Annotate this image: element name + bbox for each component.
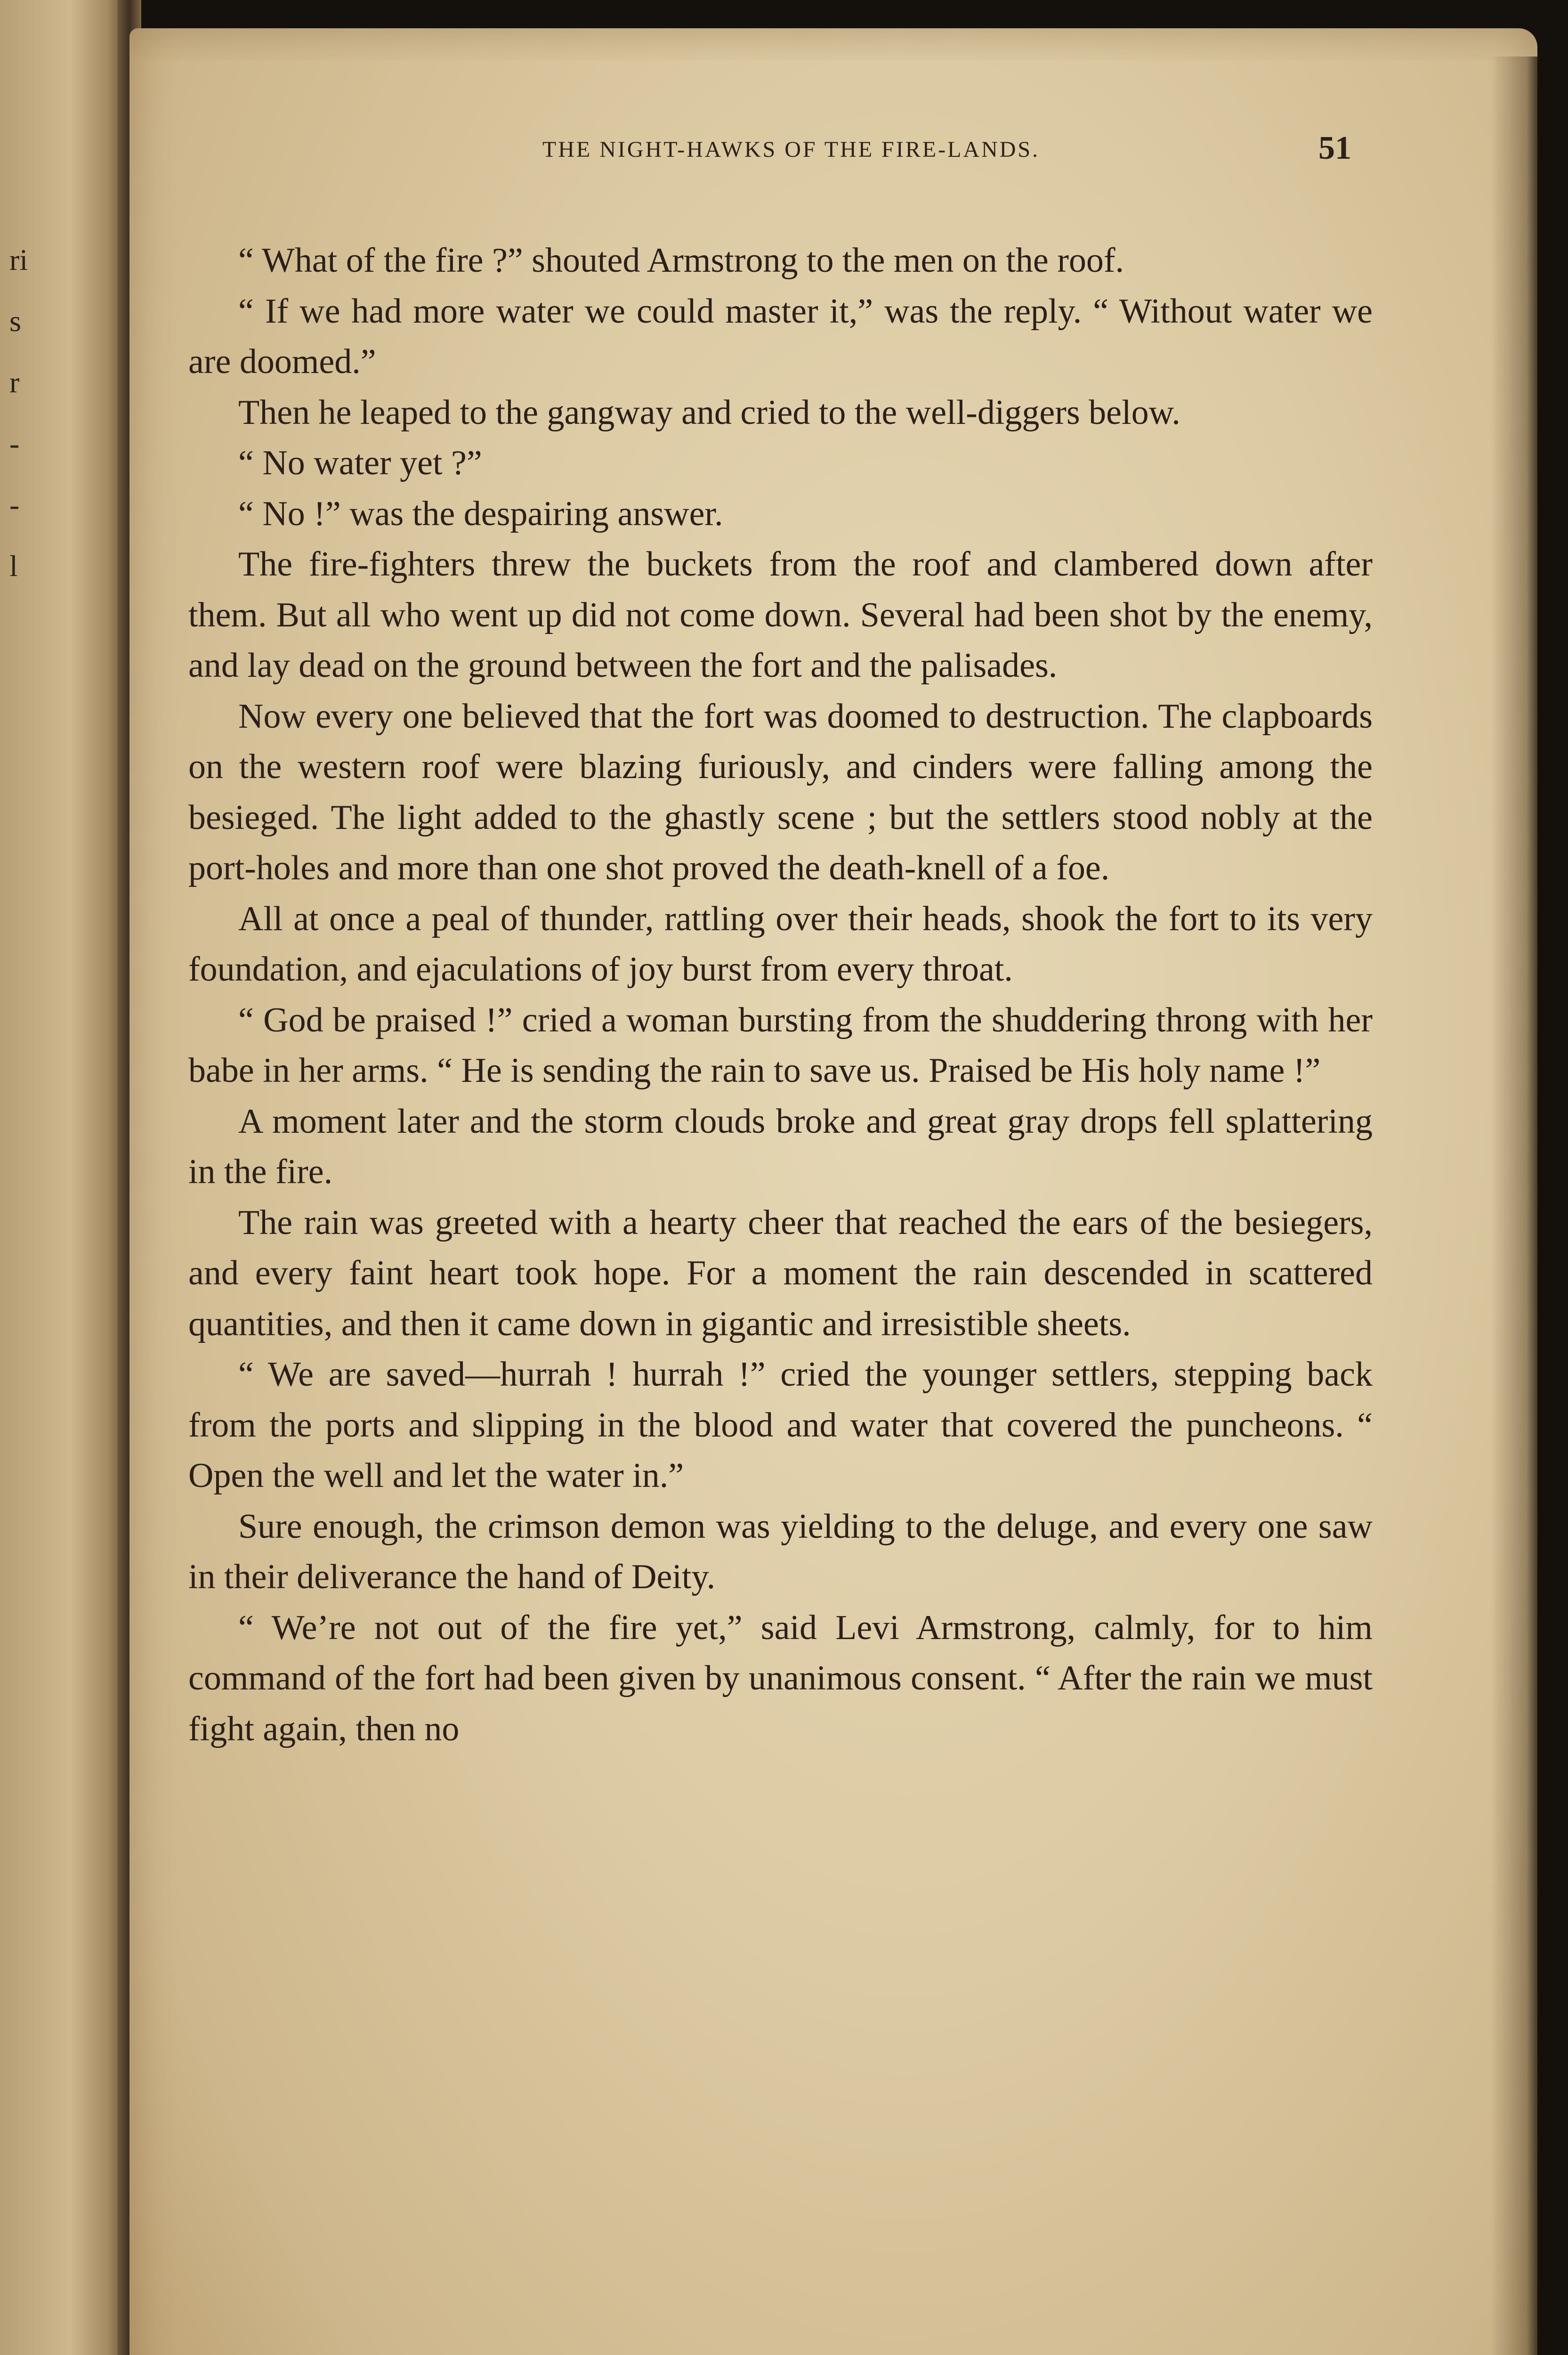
left-page-edge	[0, 0, 127, 2355]
paragraph: Then he leaped to the gangway and cried to the well-diggers below.	[238, 393, 1180, 432]
paragraph: All at once a peal of thunder, rattling over their heads, shook the fort to its very foundation, and ejaculations of joy burst from every throat.	[188, 899, 1373, 989]
paragraph: A moment later and the storm clouds broke and great gray drops fell splattering in the fire.	[188, 1102, 1373, 1191]
paragraph: Sure enough, the crimson demon was yielding to the deluge, and every one saw in their deliverance the hand of Deity.	[188, 1507, 1373, 1596]
left-fragment: ri	[9, 243, 28, 276]
page-number: 51	[1318, 130, 1351, 166]
left-fragment: -	[9, 427, 20, 460]
left-page-fragments	[9, 245, 28, 612]
paragraph: “ We are saved—hurrah ! hurrah !” cried the younger settlers, stepping back from the ports and slipping in the blood and water that covered the puncheons. “ Open the well and let the water in.”	[188, 1355, 1373, 1495]
left-fragment: r	[9, 365, 20, 399]
left-fragment: -	[9, 488, 20, 521]
page-edge-shadow	[1490, 57, 1542, 2355]
paragraph: “ God be praised !” cried a woman bursting from the shuddering throng with her babe in her arms. “ He is sending the rain to save us. Praised be His holy name !”	[188, 1000, 1373, 1090]
paragraph: “ If we had more water we could master it,” was the reply. “ Without water we are doomed.”	[188, 292, 1373, 381]
paragraph: “ What of the fire ?” shouted Armstrong to the men on the roof.	[238, 241, 1124, 280]
paragraph: The fire-fighters threw the buckets from the roof and clambered down after them. But all who went up did not come down. Several had been shot by the enemy, and lay dead on the ground between the fort and the palisades.	[188, 545, 1373, 685]
paragraph: “ We’re not out of the fire yet,” said Levi Armstrong, calmly, for to him command of the fort had been given by unanimous consent. “ After the rain we must fight again, then no	[188, 1608, 1373, 1748]
paragraph: “ No water yet ?”	[238, 444, 482, 482]
paragraph: Now every one believed that the fort was doomed to destruction. The clapboards on the western roof were blazing furiously, and cinders were falling among the besieged. The light added to the ghastly scene ; but the settlers stood nobly at the port-holes and more than one shot proved the death-knell of a foe.	[188, 697, 1373, 887]
body-text	[188, 236, 1373, 1754]
left-fragment: s	[9, 304, 21, 338]
running-head: THE NIGHT-HAWKS OF THE FIRE-LANDS.	[542, 137, 1040, 162]
paragraph: The rain was greeted with a hearty cheer that reached the ears of the besiegers, and every faint heart took hope. For a moment the rain descended in scattered quantities, and then it came down in gigantic and irresistible sheets.	[188, 1203, 1373, 1343]
paragraph: “ No !” was the despairing answer.	[238, 494, 723, 533]
left-fragment: l	[9, 549, 18, 583]
